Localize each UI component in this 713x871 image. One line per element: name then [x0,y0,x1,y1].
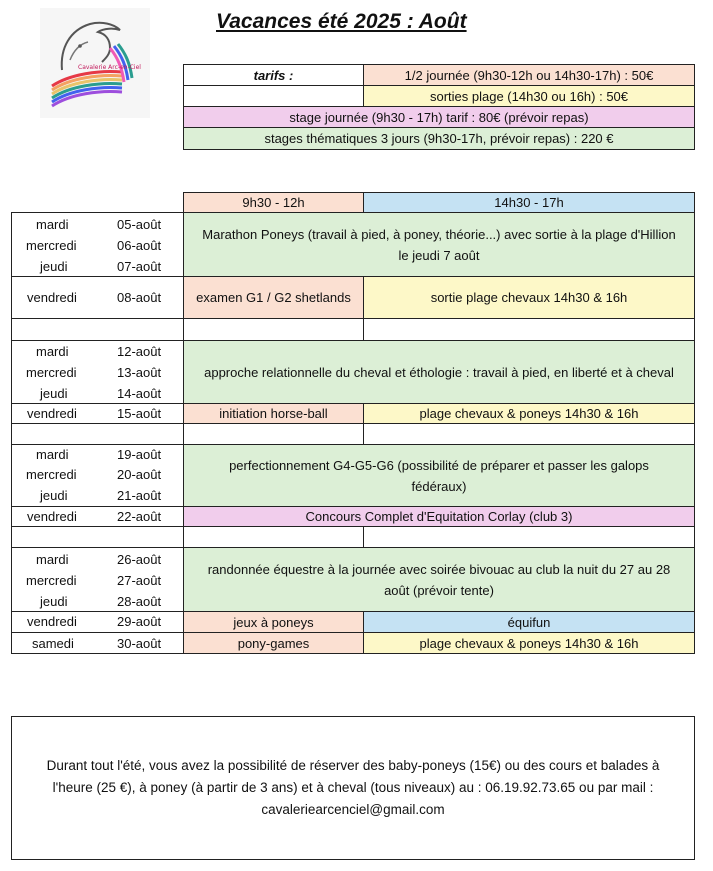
week1-date1: 05-août [117,217,162,232]
week1-friday-date: 08-août [117,290,162,305]
week2-date2: 13-août [117,365,162,380]
week4-friday-day: vendredi [27,614,77,629]
horse-rainbow-logo-icon [40,8,150,118]
week4-saturday-afternoon: plage chevaux & poneys 14h30 & 16h [363,632,695,654]
week3-friday-day: vendredi [27,509,77,524]
week3-date3: 21-août [117,488,162,503]
spacer-row-1-b [183,318,364,341]
week4-saturday-date: 30-août [117,636,162,651]
week3-friday-date: 22-août [117,509,162,524]
week3-day3: jeudi [40,488,68,503]
week2-activity: approche relationnelle du cheval et éthologie : travail à pied, en liberté et à cheval [183,340,695,404]
spacer-row-3-a [11,526,184,548]
week3-day1: mardi [36,447,69,462]
tarif-sorties-plage: sorties plage (14h30 ou 16h) : 50€ [363,85,695,107]
week2-day2: mercredi [26,365,77,380]
week2-date1: 12-août [117,344,162,359]
week1-friday-morning: examen G1 / G2 shetlands [183,276,364,319]
week4-friday-date: 29-août [117,614,162,629]
tarifs-label: tarifs : [253,67,294,83]
week2-date3: 14-août [117,386,162,401]
week2-friday-date: 15-août [117,406,162,421]
club-logo [40,8,150,118]
week3-date1: 19-août [117,447,162,462]
spacer-row-3-c [363,526,695,548]
week3-date2: 20-août [117,467,162,482]
week4-activity: randonnée équestre à la journée avec soirée bivouac au club la nuit du 27 au 28 août (prévoir tente) [183,547,695,612]
week4-date3: 28-août [117,594,162,609]
spacer-row-1-a [11,318,184,341]
tarif-stage-journee: stage journée (9h30 - 17h) tarif : 80€ (prévoir repas) [183,106,695,128]
tarif-stages-thematiques: stages thématiques 3 jours (9h30-17h, prévoir repas) : 220 € [183,127,695,150]
week1-friday-day: vendredi [27,290,77,305]
week1-day3: jeudi [40,259,68,274]
week2-day1: mardi [36,344,69,359]
week4-day2: mercredi [26,573,77,588]
tarifs-blank-cell [183,85,364,107]
week1-day1: mardi [36,217,69,232]
week2-day3: jeudi [40,386,68,401]
week4-saturday-morning: pony-games [183,632,364,654]
week4-date2: 27-août [117,573,162,588]
spacer-row-2-c [363,423,695,445]
week4-day3: jeudi [40,594,68,609]
spacer-row-3-b [183,526,364,548]
header-afternoon: 14h30 - 17h [363,192,695,213]
spacer-row-2-a [11,423,184,445]
week2-friday-morning: initiation horse-ball [183,403,364,424]
week4-friday-morning: jeux à poneys [183,611,364,633]
week1-day2: mercredi [26,238,77,253]
spacer-row-1-c [363,318,695,341]
spacer-row-2-b [183,423,364,445]
logo-text: Cavalerie Arc-en-Ciel [78,64,141,71]
footer-notice: Durant tout l'été, vous avez la possibilité de réserver des baby-poneys (15€) ou des cours et balades à l'heure (25 €), à poney (à partir de 3 ans) et à cheval (tous niveaux) au : 06.19.92.73.65 ou par mail : cavaleriearcenciel@gmail.com [11,716,695,860]
page-title: Vacances été 2025 : Août [216,10,467,33]
week2-friday-day: vendredi [27,406,77,421]
week1-activity: Marathon Poneys (travail à pied, à poney, théorie...) avec sortie à la plage d'Hillion le jeudi 7 août [183,212,695,277]
header-morning: 9h30 - 12h [183,192,364,213]
week4-friday-afternoon: équifun [363,611,695,633]
week3-day2: mercredi [26,467,77,482]
week4-day1: mardi [36,552,69,567]
week1-friday-afternoon: sortie plage chevaux 14h30 & 16h [363,276,695,319]
week3-activity: perfectionnement G4-G5-G6 (possibilité de préparer et passer les galops fédéraux) [183,444,695,507]
tarifs-label-cell [183,64,364,86]
week4-date1: 26-août [117,552,162,567]
tarif-demi-journee: 1/2 journée (9h30-12h ou 14h30-17h) : 50€ [363,64,695,86]
week1-date2: 06-août [117,238,162,253]
week3-friday-event: Concours Complet d'Equitation Corlay (club 3) [183,506,695,527]
week2-friday-afternoon: plage chevaux & poneys 14h30 & 16h [363,403,695,424]
week1-date3: 07-août [117,259,162,274]
week4-saturday-day: samedi [32,636,74,651]
